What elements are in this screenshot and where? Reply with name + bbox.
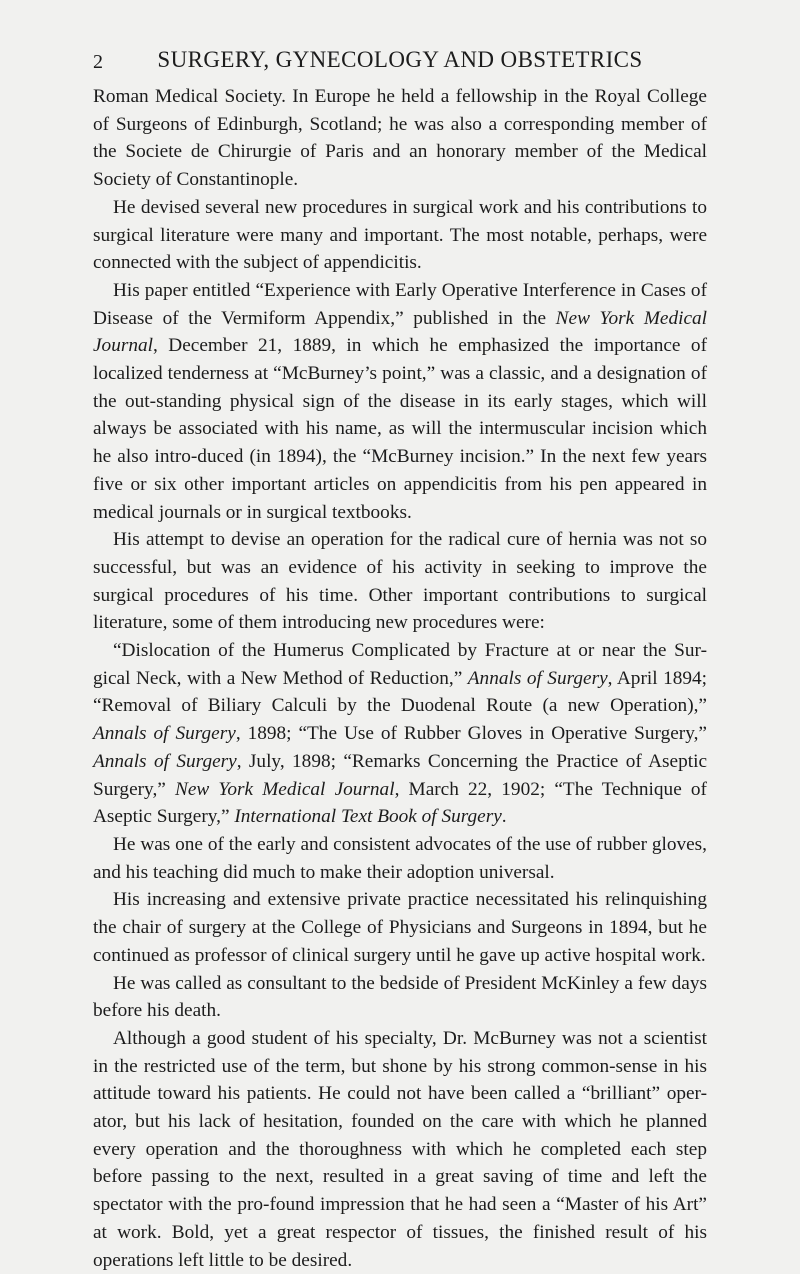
paragraph-7: His increasing and extensive private practice necessitated his relinquishing the chair of surgery at the College of Physicians and Surgeons in 1894, but he continued as professor of clinical surgery until he gave up active hospital work. bbox=[93, 889, 707, 966]
paragraph-4: His attempt to devise an operation for the radical cure of hernia was not so successful, but was an evidence of his activity in seeking to improve the surgical procedures of his time. Other important contributions to surgical literature, some of them introducing new procedures were: bbox=[93, 529, 707, 634]
paragraph-3: His paper entitled “Experience with Early Operative Interference in Cases of Disease of the Vermiform Appendix,” published in the New York Medical Journal, December 21, 1889, in which he emphasized the importance of localized tenderness at “McBurney’s point,” was a classic, and a designation of the out-standing physical sign of the disease in its early stages, which will always be associated with his name, as will the intermuscular incision which he also intro-duced (in 1894), the “McBurney incision.” In the next few years five or six other important articles on appendicitis from his pen appeared in medical journals or in surgical textbooks. bbox=[93, 279, 707, 523]
paragraph-9: Although a good student of his specialty, Dr. McBurney was not a scientist in the restricted use of the term, but shone by his strong common-sense in his attitude toward his patients. He could not have been called a “brilliant” oper-ator, but his lack of hesitation, founded on the care with which he planned every operation and the thoroughness with which he completed each step before passing to the next, resulted in a great saving of time and left the spectator with the pro-found impression that he had seen a “Master of his Art” at work. Bold, yet a great respector of tissues, the finished result of his operations left little to be desired. bbox=[93, 1027, 707, 1271]
paragraph-1: Roman Medical Society. In Europe he held a fellowship in the Royal College of Surgeons of Edinburgh, Scotland; he was also a corresponding member of the Societe de Chirurgie of Paris and an honorary member of the Medical Society of Constantinople. bbox=[93, 86, 707, 191]
paragraph-8: He was called as consultant to the bedside of President McKinley a few days before his death. bbox=[93, 972, 707, 1022]
page-number: 2 bbox=[93, 51, 103, 73]
paragraph-2: He devised several new procedures in surgical work and his contributions to surgical literature were many and important. The most notable, perhaps, were connected with the subject of appendicitis. bbox=[93, 196, 707, 274]
page-header bbox=[93, 47, 707, 79]
paragraph-5: “Dislocation of the Humerus Complicated by Fracture at or near the Sur-gical Neck, with a New Method of Reduction,” Annals of Surgery, April 1894; “Removal of Biliary Calculi by the Duodenal Route (a new Operation),” Annals of Surgery, 1898; “The Use of Rubber Gloves in Operative Surgery,” Annals of Surgery, July, 1898; “Remarks Concerning the Practice of Aseptic Surgery,” New York Medical Journal, March 22, 1902; “The Technique of Aseptic Surgery,” International Text Book of Surgery. bbox=[93, 640, 707, 828]
running-head: SURGERY, GYNECOLOGY AND OBSTETRICS bbox=[157, 47, 643, 72]
body-text bbox=[93, 83, 707, 1274]
paragraph-6: He was one of the early and consistent advocates of the use of rubber gloves, and his teaching did much to make their adoption universal. bbox=[93, 833, 707, 883]
